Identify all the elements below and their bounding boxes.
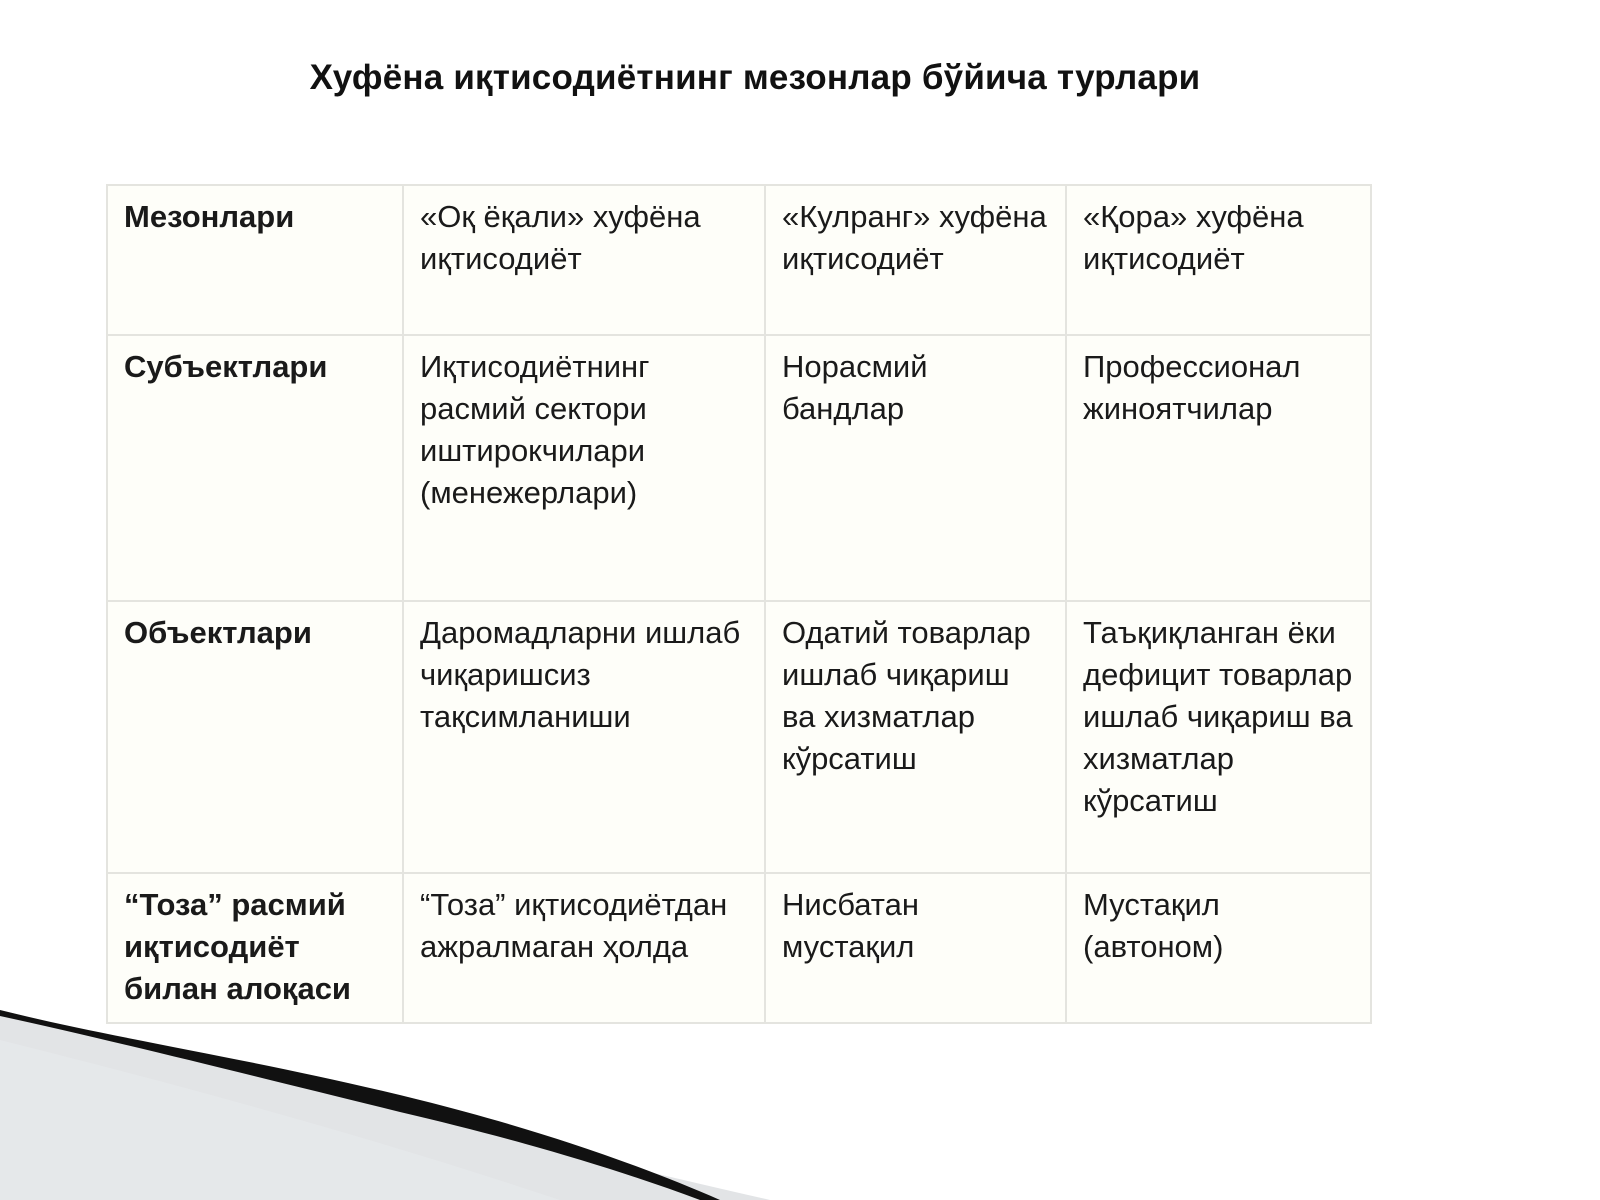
- table-cell-criterion: Объектлари: [107, 601, 403, 873]
- table-cell-grey: Одатий товарлар ишлаб чиқариш ва хизматлар кўрсатиш: [765, 601, 1066, 873]
- table-cell-grey: Норасмий бандлар: [765, 335, 1066, 601]
- table-cell-black: Мустақил (автоном): [1066, 873, 1371, 1023]
- table-row: [107, 335, 1371, 601]
- criteria-table: [106, 184, 1372, 1024]
- table-cell-white-collar: Иқтисодиётнинг расмий сектори иштирокчилари (менежерлари): [403, 335, 765, 601]
- table-cell-white-collar: «Оқ ёқали» хуфёна иқтисодиёт: [403, 185, 765, 335]
- table-cell-black: Таъқиқланган ёки дефицит товарлар ишлаб чиқариш ва хизматлар кўрсатиш: [1066, 601, 1371, 873]
- table-row: [107, 185, 1371, 335]
- table-cell-criterion: Мезонлари: [107, 185, 403, 335]
- page-title: Хуфёна иқтисодиётнинг мезонлар бўйича турлари: [309, 58, 1201, 97]
- table-cell-criterion: Субъектлари: [107, 335, 403, 601]
- table-cell-black: «Қора» хуфёна иқтисодиёт: [1066, 185, 1371, 335]
- table-cell-grey: «Кулранг» хуфёна иқтисодиёт: [765, 185, 1066, 335]
- table-cell-white-collar: Даромадларни ишлаб чиқаришсиз тақсимланиши: [403, 601, 765, 873]
- table-row: [107, 601, 1371, 873]
- table-row: [107, 873, 1371, 1023]
- table-cell-black: Профессионал жиноятчилар: [1066, 335, 1371, 601]
- table-cell-criterion: “Тоза” расмий иқтисодиёт билан алоқаси: [107, 873, 403, 1023]
- table-cell-white-collar: “Тоза” иқтисодиётдан ажралмаган ҳолда: [403, 873, 765, 1023]
- table-cell-grey: Нисбатан мустақил: [765, 873, 1066, 1023]
